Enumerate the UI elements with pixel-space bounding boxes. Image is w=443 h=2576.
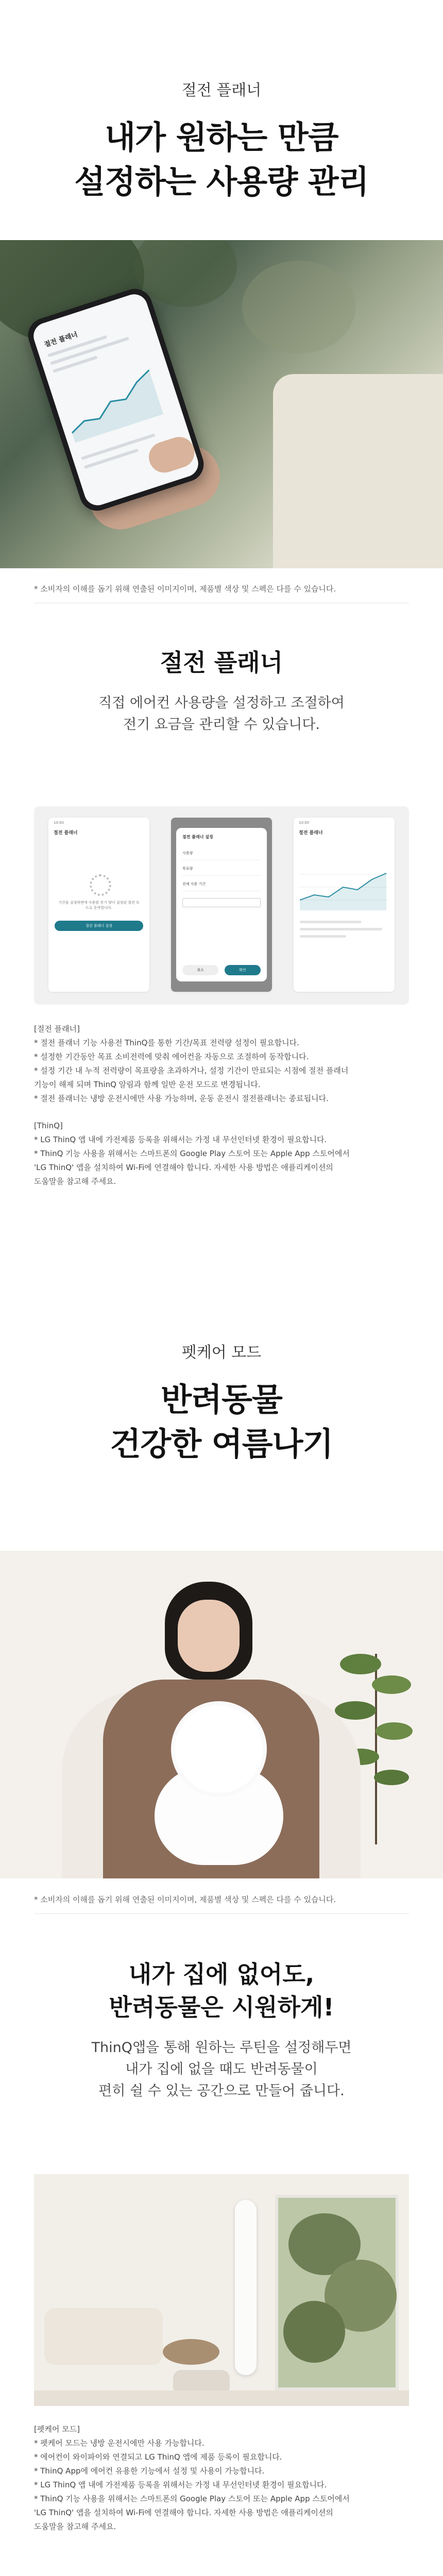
info-item: * 펫케어 모드는 냉방 운전시에만 사용 가능합니다. [34,2438,205,2448]
title-line: 내가 집에 없어도, [128,1960,315,1988]
headline-line: 반려동물 [161,1381,282,1418]
gear-icon [90,874,111,896]
app-screens-panel [34,806,409,1005]
headline-line: 내가 원하는 만큼 [105,118,338,156]
planner-info-list [34,1022,415,1189]
info-item: * 절전 플래너 기능 사용전 ThinQ를 통한 기간/목표 전력량 설정이 필요합니다. [34,1038,299,1047]
info-item: 기능이 해제 되며 ThinQ 알림과 함께 일반 운전 모드로 변경됩니다. [34,1080,261,1089]
body-line: ThinQ앱을 통해 원하는 루틴을 설정해두면 [91,2040,352,2056]
window [275,2195,399,2391]
info-item: * 설정 기간 내 누적 전력량이 목표량을 초과하거나, 설정 기간이 만료되는 시점에 절전 플래너 [34,1066,349,1075]
divider [34,1913,409,1914]
app-screen-intro: 10:00 절전 플래너 기간을 설정하면에 사용할 전기 양이 설정된 절전 모드로 동작합니다. 절전 플래너 설정 [48,818,149,992]
hero-image-phone-in-hand [0,240,443,568]
settings-item[interactable]: 전체 사용 기간 [182,877,261,891]
image-disclaimer: * 소비자의 이해를 돕기 위해 연출된 이미지이며, 제품별 색상 및 스펙은 다를 수 있습니다. [34,584,336,594]
info-item: 도움말을 참고해 주세요. [34,2522,116,2531]
info-item: * ThinQ App에 에어컨 유용한 기능에서 설정 및 사용이 가능합니다. [34,2466,265,2476]
info-item: * ThinQ 기능 사용을 위해서는 스마트폰의 Google Play 스토어 또는 Apple App 스토어에서 [34,2494,350,2503]
settings-item[interactable]: 목표량 [182,862,261,876]
info-item: 도움말을 참고해 주세요. [34,1177,116,1186]
settings-dialog [176,828,267,981]
screen-text: 기간을 설정하면에 사용할 전기 양이 설정된 절전 모드로 동작합니다. [58,901,140,910]
planner-intro [0,77,443,204]
planner-description [0,644,443,736]
info-item: * 절전 플래너는 냉방 운전시에만 사용 가능하며, 운동 운전시 절전플래너는 종료됩니다. [34,1094,329,1103]
sofa [44,2308,163,2365]
phone-mockup [24,284,208,515]
body-line: 전기 요금을 관리할 수 있습니다. [123,717,320,733]
info-item: * LG ThinQ 앱 내에 가전제품 등록을 위해서는 가정 내 무선인터넷 환경이 필요합니다. [34,2480,327,2489]
body-line: 내가 집에 없을 때도 반려동물이 [125,2061,318,2077]
app-screen-usage: 10:00 절전 플래너 [294,818,395,992]
body-line: 편히 쉴 수 있는 공간으로 만들어 줍니다. [98,2083,345,2099]
usage-chart-icon [58,357,173,443]
dialog-title: 절전 플래너 설정 [182,835,213,839]
section-eyebrow: 절전 플래너 [181,81,262,99]
section-eyebrow: 펫케어 모드 [181,1344,262,1362]
info-item: * 설정한 기간동안 목표 소비전력에 맞춰 에어컨을 자동으로 조절하여 동작합니다. [34,1052,309,1061]
petcare-intro [0,1340,443,1466]
petcare-description [0,1958,443,2102]
title-line: 반려동물은 시원하게! [109,1993,334,2021]
info-heading: [절전 플래너] [34,1024,80,1033]
screen-title: 절전 플래너 [54,831,78,836]
info-item: * LG ThinQ 앱 내에 가전제품 등록을 위해서는 가정 내 무선인터넷 환경이 필요합니다. [34,1135,327,1144]
body-line: 직접 에어컨 사용량을 설정하고 조절하여 [98,695,345,711]
info-item: 'LG ThinQ' 앱을 설치하여 Wi-Fi에 연결해야 합니다. 자세한 사용 방법은 애플리케이션의 [34,1163,333,1172]
info-heading: [펫케어 모드] [34,2425,80,2434]
cancel-button[interactable]: 취소 [182,965,218,975]
section-title: 절전 플래너 [160,649,283,676]
section-headline [0,1378,443,1466]
confirm-button[interactable]: 확인 [225,965,261,975]
air-conditioner-icon [235,2200,257,2375]
side-table [163,2339,219,2365]
settings-item[interactable]: 사용량 [182,846,261,860]
pet-image-woman-with-dog [0,1551,443,1878]
section-headline [0,115,443,204]
info-item: 'LG ThinQ' 앱을 설치하여 Wi-Fi에 연결해야 합니다. 자세한 사용 방법은 애플리케이션의 [34,2508,333,2517]
app-screen-settings [171,818,272,992]
screen-title: 절전 플래너 [299,831,323,836]
info-heading: [ThinQ] [34,1121,63,1130]
section-title [0,1958,443,2024]
phone-screen-title: 절전 플래너 [43,331,79,349]
target-input[interactable] [182,898,261,907]
info-item: * ThinQ 기능 사용을 위해서는 스마트폰의 Google Play 스토어 또는 Apple App 스토어에서 [34,1149,350,1158]
usage-chart-icon [300,864,388,910]
petcare-info-list [34,2422,415,2534]
planner-setup-button[interactable]: 절전 플래너 설정 [55,921,143,931]
image-disclaimer: * 소비자의 이해를 돕기 위해 연출된 이미지이며, 제품별 색상 및 스펙은 다를 수 있습니다. [34,1895,336,1904]
headline-line: 설정하는 사용량 관리 [74,163,369,200]
section-body [0,2037,443,2102]
headline-line: 건강한 여름나기 [110,1425,333,1463]
info-item: * 에어컨이 와이파이와 연결되고 LG ThinQ 앱에 제품 등록이 필요합니다. [34,2452,282,2462]
section-body [0,692,443,736]
dog-icon [175,1705,263,1793]
room-image-air-conditioner [34,2174,409,2406]
